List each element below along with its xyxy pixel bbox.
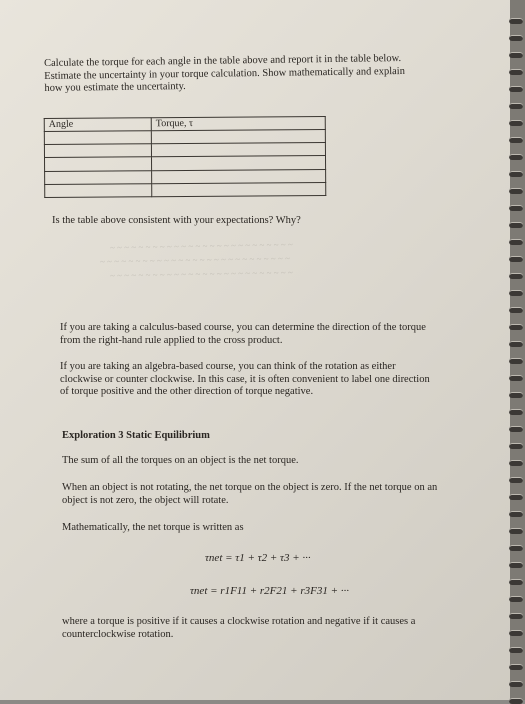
binding-coil bbox=[509, 154, 523, 160]
binding-coil bbox=[509, 256, 523, 262]
consistency-question: Is the table above consistent with your expectations? Why? bbox=[52, 215, 301, 226]
table-cell bbox=[152, 169, 326, 183]
binding-coil bbox=[509, 358, 523, 364]
algebra-paragraph bbox=[60, 361, 480, 399]
sign-line-1: where a torque is positive if it causes a clockwise rotation and negative if it causes a bbox=[62, 616, 416, 627]
table-cell bbox=[151, 143, 325, 157]
binding-coil bbox=[509, 613, 523, 619]
binding-coil bbox=[509, 579, 523, 585]
binding-coil bbox=[509, 409, 523, 415]
binding-coil bbox=[509, 307, 523, 313]
binding-coil bbox=[509, 290, 523, 296]
binding-coil bbox=[509, 86, 523, 92]
sign-line-2: counterclockwise rotation. bbox=[62, 628, 174, 640]
binding-coil bbox=[509, 52, 523, 58]
binding-coil bbox=[509, 443, 523, 449]
binding-coil bbox=[509, 18, 523, 24]
bleed-through: ~ ~ ~ ~ ~ ~ ~ ~ ~ ~ ~ ~ ~ ~ ~ ~ ~ ~ ~ ~ ~ ~ ~ ~ ~ ~ bbox=[109, 267, 293, 281]
table-cell bbox=[45, 157, 152, 171]
rotation-line-2: object is not zero, the object will rotate. bbox=[62, 494, 229, 506]
exploration-title: Exploration 3 Static Equilibrium bbox=[62, 430, 210, 441]
binding-coil bbox=[509, 426, 523, 432]
table-row bbox=[45, 182, 326, 197]
binding-coil bbox=[509, 341, 523, 347]
binding-coil bbox=[509, 477, 523, 483]
binding-coil bbox=[509, 171, 523, 177]
table-cell bbox=[45, 184, 152, 198]
instructions-line-1: Calculate the torque for each angle in the table above and report it in the table below. bbox=[44, 53, 402, 69]
binding-coil bbox=[509, 630, 523, 636]
rotation-line-1: When an object is not rotating, the net torque on the object is zero. If the net torque on an bbox=[62, 482, 438, 493]
calculus-line-1: If you are taking a calculus-based course, you can determine the direction of the torque bbox=[60, 322, 426, 333]
binding-coil bbox=[509, 664, 523, 670]
binding-coil bbox=[509, 137, 523, 143]
equation-net-torque-rf: τnet = r1F11 + r2F21 + r3F31 + ··· bbox=[190, 585, 350, 597]
torque-table bbox=[44, 116, 327, 198]
math-intro: Mathematically, the net torque is written as bbox=[62, 522, 244, 533]
instructions-line-2: Estimate the uncertainty in your torque calculation. Show mathematically and explain bbox=[44, 65, 405, 82]
algebra-line-3: of torque positive and the other direction of torque negative. bbox=[60, 386, 314, 397]
binding-coil bbox=[509, 205, 523, 211]
instructions-line-3: how you estimate the uncertainty. bbox=[44, 81, 186, 94]
table-cell bbox=[151, 130, 325, 144]
bleed-through: ~ ~ ~ ~ ~ ~ ~ ~ ~ ~ ~ ~ ~ ~ ~ ~ ~ ~ ~ ~ ~ ~ ~ ~ ~ ~ bbox=[109, 239, 293, 253]
binding-coil bbox=[509, 375, 523, 381]
spiral-binding bbox=[510, 0, 525, 700]
binding-coil bbox=[509, 494, 523, 500]
instructions-block bbox=[44, 52, 454, 95]
table-cell bbox=[44, 144, 151, 158]
binding-coil bbox=[509, 120, 523, 126]
rotation-paragraph bbox=[62, 482, 492, 507]
binding-coil bbox=[509, 188, 523, 194]
binding-coil bbox=[509, 222, 523, 228]
binding-coil bbox=[509, 239, 523, 245]
binding-coil bbox=[509, 273, 523, 279]
table-cell bbox=[44, 131, 151, 145]
binding-coil bbox=[509, 103, 523, 109]
sign-convention-paragraph bbox=[62, 616, 492, 641]
binding-coil bbox=[509, 698, 523, 704]
table-cell bbox=[45, 170, 152, 184]
binding-coil bbox=[509, 545, 523, 551]
binding-coil bbox=[509, 35, 523, 41]
calculus-line-2: from the right-hand rule applied to the cross product. bbox=[60, 334, 283, 346]
equation-net-torque-sum: τnet = τ1 + τ2 + τ3 + ··· bbox=[205, 552, 311, 564]
binding-coil bbox=[509, 392, 523, 398]
binding-coil bbox=[509, 460, 523, 466]
binding-coil bbox=[509, 528, 523, 534]
binding-coil bbox=[509, 596, 523, 602]
algebra-line-1: If you are taking an algebra-based course, you can think of the rotation as either bbox=[60, 361, 396, 372]
table-cell bbox=[152, 182, 326, 196]
table-cell bbox=[152, 156, 326, 170]
net-torque-sentence: The sum of all the torques on an object is the net torque. bbox=[62, 455, 299, 466]
binding-coil bbox=[509, 681, 523, 687]
binding-coil bbox=[509, 562, 523, 568]
header-angle: Angle bbox=[44, 118, 151, 132]
binding-coil bbox=[509, 69, 523, 75]
binding-coil bbox=[509, 647, 523, 653]
binding-coil bbox=[509, 511, 523, 517]
header-torque: Torque, τ bbox=[151, 117, 325, 131]
bleed-through: ~ ~ ~ ~ ~ ~ ~ ~ ~ ~ ~ ~ ~ ~ ~ ~ ~ ~ ~ ~ ~ ~ ~ ~ ~ ~ ~ bbox=[99, 253, 291, 267]
calculus-paragraph bbox=[60, 322, 480, 347]
binding-coil bbox=[509, 324, 523, 330]
algebra-line-2: clockwise or counter clockwise. In this case, it is often convenient to label one direction bbox=[60, 373, 430, 385]
